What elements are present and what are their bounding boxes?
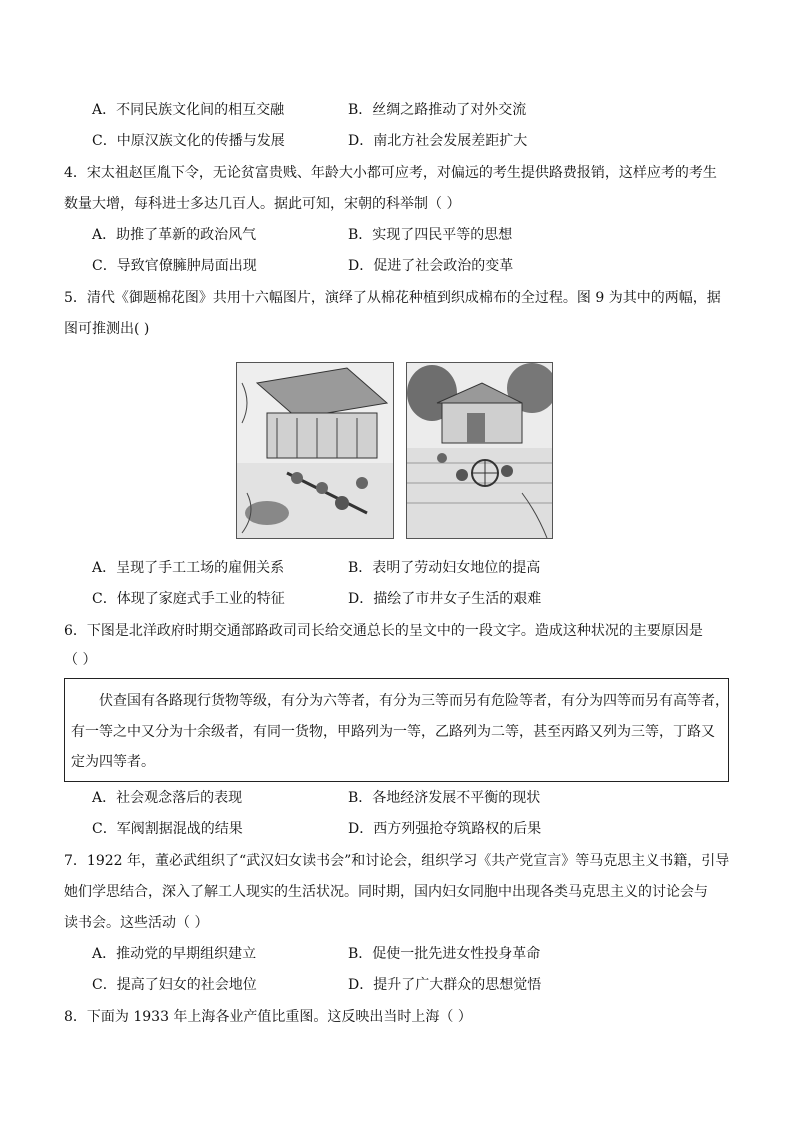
q7-option-d: D．提升了广大群众的思想觉悟 [348, 977, 542, 993]
q5-option-c: C．体现了家庭式手工业的特征 [92, 591, 285, 607]
q6-quote-line-1: 伏查国有各路现行货物等级，有分为六等者，有分为三等而另有危险等者，有分为四等而另有高等者， [99, 693, 729, 709]
q6-stem-line-2: （ ） [64, 652, 97, 668]
q5-stem-line-1: 5．清代《御题棉花图》共用十六幅图片，演绎了从棉花种植到织成棉布的全过程。图 9 为其中的两幅，据 [64, 290, 721, 306]
q8-stem-line-1: 8．下面为 1933 年上海各业产值比重图。这反映出当时上海（ ） [64, 1009, 472, 1025]
q6-quote-line-3: 定为四等者。 [71, 754, 155, 770]
cotton-woodcut-figure-left [236, 362, 394, 539]
q7-stem-line-1: 7．1922 年，董必武组织了“武汉妇女读书会”和讨论会，组织学习《共产党宣言》等马克思主义书籍，引导 [64, 853, 730, 869]
q5-option-b: B．表明了劳动妇女地位的提高 [348, 560, 541, 576]
q3-option-c: C．中原汉族文化的传播与发展 [92, 133, 285, 149]
q7-option-c: C．提高了妇女的社会地位 [92, 977, 257, 993]
cotton-woodcut-figure-right [406, 362, 553, 539]
q6-quote-box [64, 678, 729, 782]
woodcut-illustration-left [237, 363, 393, 538]
q5-option-d: D．描绘了市井女子生活的艰难 [348, 591, 542, 607]
q7-option-a: A．推动党的早期组织建立 [92, 946, 257, 962]
woodcut-illustration-right [407, 363, 552, 538]
q6-quote-line-2: 有一等之中又分为十余级者，有同一货物，甲路列为一等，乙路列为二等，甚至丙路又列为三等，丁路又 [71, 724, 715, 740]
q6-option-a: A．社会观念落后的表现 [92, 790, 243, 806]
q6-option-b: B．各地经济发展不平衡的现状 [348, 790, 541, 806]
q4-option-a: A．助推了革新的政治风气 [92, 227, 257, 243]
q7-option-b: B．促使一批先进女性投身革命 [348, 946, 541, 962]
q3-option-a: A．不同民族文化间的相互交融 [92, 102, 285, 118]
q4-stem-line-1: 4．宋太祖赵匡胤下令，无论贫富贵贱、年龄大小都可应考，对偏远的考生提供路费报销，这样应考的考生 [64, 165, 717, 181]
q5-stem-line-2: 图可推测出( ) [64, 321, 150, 337]
q4-option-c: C．导致官僚臃肿局面出现 [92, 258, 257, 274]
q3-option-b: B．丝绸之路推动了对外交流 [348, 102, 527, 118]
q4-option-b: B．实现了四民平等的思想 [348, 227, 513, 243]
q5-option-a: A．呈现了手工工场的雇佣关系 [92, 560, 285, 576]
q4-option-d: D．促进了社会政治的变革 [348, 258, 514, 274]
q7-stem-line-3: 读书会。这些活动（ ） [64, 915, 209, 931]
q6-option-d: D．西方列强抢夺筑路权的后果 [348, 821, 542, 837]
q6-option-c: C．军阀割据混战的结果 [92, 821, 243, 837]
q3-option-d: D．南北方社会发展差距扩大 [348, 133, 528, 149]
q7-stem-line-2: 她们学思结合，深入了解工人现实的生活状况。同时期，国内妇女同胞中出现各类马克思主义的讨论会与 [64, 884, 708, 900]
q6-stem-line-1: 6．下图是北洋政府时期交通部路政司司长给交通总长的呈文中的一段文字。造成这种状况的主要原因是 [64, 623, 703, 639]
q4-stem-line-2: 数量大增，每科进士多达几百人。据此可知，宋朝的科举制（ ） [64, 196, 461, 212]
